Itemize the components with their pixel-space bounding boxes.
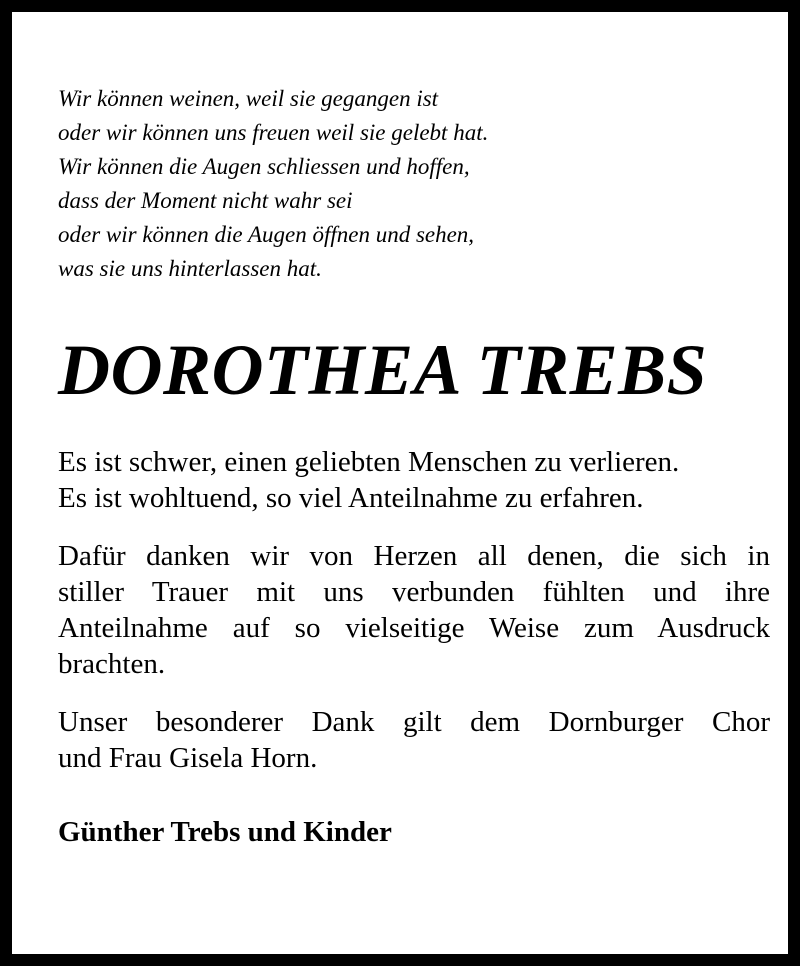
poem-line: Wir können die Augen schliessen und hoffen, (58, 154, 470, 179)
poem-line: oder wir können uns freuen weil sie gelebt hat. (58, 120, 489, 145)
paragraph-line: und Frau Gisela Horn. (58, 742, 318, 774)
signature: Günther Trebs und Kinder (58, 816, 392, 848)
memorial-poem (58, 82, 770, 286)
paragraph-special-thanks (58, 704, 770, 776)
paragraph-line: Es ist schwer, einen geliebten Menschen zu verlieren. (58, 446, 680, 478)
paragraph-line: Dafür danken wir von Herzen all denen, die sich in (58, 540, 770, 572)
notice-content (58, 82, 770, 850)
poem-line: oder wir können die Augen öffnen und sehen, (58, 222, 475, 247)
paragraph-line: brachten. (58, 648, 166, 680)
paragraph-thanks (58, 538, 770, 682)
paragraph-line: Es ist wohltuend, so viel Anteilnahme zu erfahren. (58, 482, 644, 514)
poem-line: dass der Moment nicht wahr sei (58, 188, 353, 213)
poem-line: Wir können weinen, weil sie gegangen ist (58, 86, 439, 111)
paragraph-condolence-intro (58, 444, 770, 516)
paragraph-line: stiller Trauer mit uns verbunden fühlten und ihre (58, 576, 770, 608)
paragraph-line: Anteilnahme auf so vielseitige Weise zum Ausdruck (58, 612, 770, 644)
poem-line: was sie uns hinterlassen hat. (58, 256, 322, 281)
paragraph-line: Unser besonderer Dank gilt dem Dornburger Chor (58, 706, 770, 738)
deceased-name: DOROTHEA TREBS (58, 330, 708, 410)
